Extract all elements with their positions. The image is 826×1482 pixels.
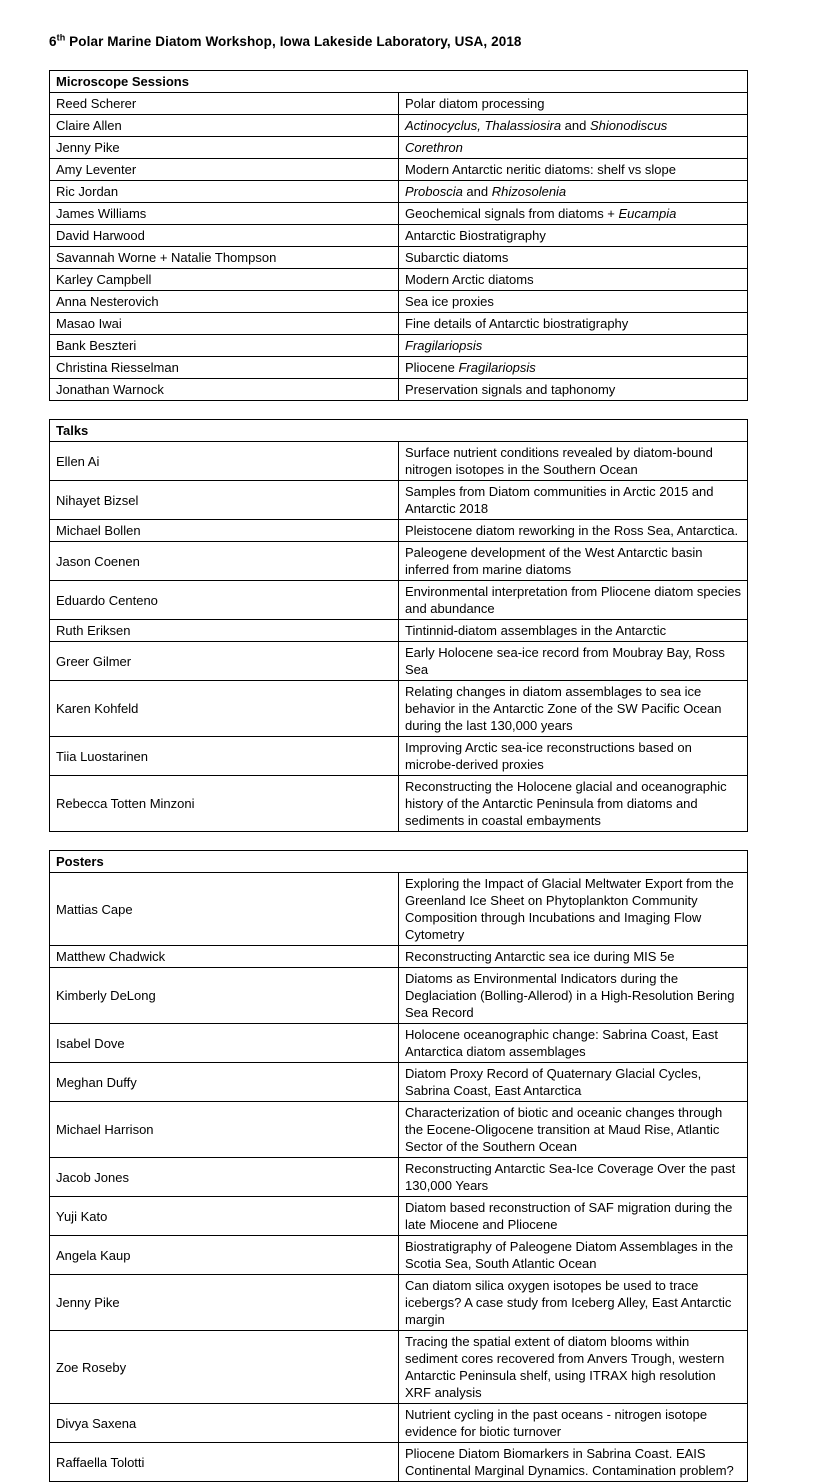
text-segment: Diatoms as Environmental Indicators during the Deglaciation (Bolling-Allerod) in a High-Resolution Bering Sea Record — [405, 971, 735, 1020]
presenter-name-cell: Meghan Duffy — [50, 1063, 399, 1102]
table-row — [50, 1404, 748, 1443]
text-segment: Modern Antarctic neritic diatoms: shelf vs slope — [405, 162, 676, 177]
presenter-name-cell: Reed Scherer — [50, 93, 399, 115]
presenter-name-cell: Ellen Ai — [50, 442, 399, 481]
section-table-microscope-sessions — [49, 70, 748, 401]
table-row — [50, 873, 748, 946]
table-row — [50, 1197, 748, 1236]
presenter-name-cell: Isabel Dove — [50, 1024, 399, 1063]
topic-cell — [399, 681, 748, 737]
text-segment: Environmental interpretation from Pliocene diatom species and abundance — [405, 584, 742, 616]
table-row — [50, 137, 748, 159]
text-segment: Pliocene Diatom Biomarkers in Sabrina Coast. EAIS Continental Marginal Dynamics. Contamination problem? — [405, 1446, 734, 1478]
text-segment: Samples from Diatom communities in Arctic 2015 and Antarctic 2018 — [405, 484, 714, 516]
topic-cell — [399, 1443, 748, 1482]
table-row — [50, 225, 748, 247]
presenter-name-cell: Karley Campbell — [50, 269, 399, 291]
presenter-name-cell: Savannah Worne + Natalie Thompson — [50, 247, 399, 269]
presenter-name-cell: Raffaella Tolotti — [50, 1443, 399, 1482]
text-segment: Subarctic diatoms — [405, 250, 509, 265]
topic-cell — [399, 1024, 748, 1063]
table-header-cell: Microscope Sessions — [50, 71, 748, 93]
text-segment: Antarctic Biostratigraphy — [405, 228, 546, 243]
table-row — [50, 1275, 748, 1331]
table-row — [50, 1063, 748, 1102]
topic-cell — [399, 520, 748, 542]
topic-cell — [399, 137, 748, 159]
text-segment: Sea ice proxies — [405, 294, 494, 309]
topic-cell — [399, 776, 748, 832]
table-row — [50, 481, 748, 520]
topic-cell — [399, 1236, 748, 1275]
topic-cell — [399, 379, 748, 401]
topic-cell — [399, 247, 748, 269]
page-title — [49, 34, 748, 49]
topic-cell — [399, 542, 748, 581]
table-row — [50, 313, 748, 335]
title-ordinal-suffix: th — [56, 32, 66, 43]
table-header-row — [50, 420, 748, 442]
table-row — [50, 681, 748, 737]
topic-cell — [399, 1331, 748, 1404]
table-row — [50, 520, 748, 542]
text-segment: Diatom Proxy Record of Quaternary Glacial Cycles, Sabrina Coast, East Antarctica — [405, 1066, 702, 1098]
text-segment: Modern Arctic diatoms — [405, 272, 534, 287]
table-row — [50, 968, 748, 1024]
table-row — [50, 291, 748, 313]
presenter-name-cell: Kimberly DeLong — [50, 968, 399, 1024]
presenter-name-cell: Nihayet Bizsel — [50, 481, 399, 520]
presenter-name-cell: Matthew Chadwick — [50, 946, 399, 968]
presenter-name-cell: Rebecca Totten Minzoni — [50, 776, 399, 832]
presenter-name-cell: Michael Bollen — [50, 520, 399, 542]
topic-cell — [399, 181, 748, 203]
presenter-name-cell: Jonathan Warnock — [50, 379, 399, 401]
table-row — [50, 159, 748, 181]
topic-cell — [399, 737, 748, 776]
table-row — [50, 203, 748, 225]
taxon-name-italic-segment: Fragilariopsis — [405, 338, 483, 353]
table-row — [50, 642, 748, 681]
topic-cell — [399, 313, 748, 335]
table-header-cell: Posters — [50, 851, 748, 873]
topic-cell — [399, 442, 748, 481]
text-segment: Improving Arctic sea-ice reconstructions based on microbe-derived proxies — [405, 740, 692, 772]
topic-cell — [399, 873, 748, 946]
topic-cell — [399, 225, 748, 247]
presenter-name-cell: Zoe Roseby — [50, 1331, 399, 1404]
presenter-name-cell: Jason Coenen — [50, 542, 399, 581]
topic-cell — [399, 1404, 748, 1443]
topic-cell — [399, 291, 748, 313]
text-segment: Surface nutrient conditions revealed by diatom-bound nitrogen isotopes in the Southern Ocean — [405, 445, 713, 477]
table-row — [50, 1236, 748, 1275]
table-row — [50, 776, 748, 832]
topic-cell — [399, 946, 748, 968]
table-header-row — [50, 71, 748, 93]
text-segment: Preservation signals and taphonomy — [405, 382, 616, 397]
table-row — [50, 357, 748, 379]
text-segment: Exploring the Impact of Glacial Meltwater Export from the Greenland Ice Sheet on Phytoplankton Community Composition through Incubations and Imaging Flow Cytometry — [405, 876, 734, 942]
table-row — [50, 269, 748, 291]
text-segment: Tracing the spatial extent of diatom blooms within sediment cores recovered from Anvers Trough, western Antarctic Peninsula shelf, using ITRAX high resolution XRF analysis — [405, 1334, 725, 1400]
presenter-name-cell: Jenny Pike — [50, 1275, 399, 1331]
table-row — [50, 620, 748, 642]
text-segment: Biostratigraphy of Paleogene Diatom Assemblages in the Scotia Sea, South Atlantic Ocean — [405, 1239, 734, 1271]
table-row — [50, 737, 748, 776]
presenter-name-cell: Jacob Jones — [50, 1158, 399, 1197]
table-row — [50, 1158, 748, 1197]
text-segment: Paleogene development of the West Antarctic basin inferred from marine diatoms — [405, 545, 703, 577]
presenter-name-cell: Christina Riesselman — [50, 357, 399, 379]
topic-cell — [399, 159, 748, 181]
topic-cell — [399, 1275, 748, 1331]
topic-cell — [399, 642, 748, 681]
table-row — [50, 1024, 748, 1063]
table-row — [50, 1331, 748, 1404]
topic-cell — [399, 93, 748, 115]
topic-cell — [399, 481, 748, 520]
presenter-name-cell: Ric Jordan — [50, 181, 399, 203]
presenter-name-cell: Karen Kohfeld — [50, 681, 399, 737]
section-table-posters — [49, 850, 748, 1482]
presenter-name-cell: Jenny Pike — [50, 137, 399, 159]
text-segment: and — [561, 118, 590, 133]
table-row — [50, 379, 748, 401]
text-segment: Pleistocene diatom reworking in the Ross Sea, Antarctica. — [405, 523, 739, 538]
topic-cell — [399, 335, 748, 357]
presenter-name-cell: Yuji Kato — [50, 1197, 399, 1236]
taxon-name-italic-segment: Actinocyclus, Thalassiosira — [405, 118, 562, 133]
topic-cell — [399, 269, 748, 291]
presenter-name-cell: Bank Beszteri — [50, 335, 399, 357]
section-table-talks — [49, 419, 748, 832]
table-row — [50, 581, 748, 620]
text-segment: Reconstructing Antarctic Sea-Ice Coverage Over the past 130,000 Years — [405, 1161, 736, 1193]
table-row — [50, 247, 748, 269]
taxon-name-italic-segment: Rhizosolenia — [491, 184, 567, 199]
text-segment: and — [462, 184, 492, 199]
text-segment: Can diatom silica oxygen isotopes be used to trace icebergs? A case study from Iceberg Alley, East Antarctic margin — [405, 1278, 732, 1327]
presenter-name-cell: Tiia Luostarinen — [50, 737, 399, 776]
text-segment: Holocene oceanographic change: Sabrina Coast, East Antarctica diatom assemblages — [405, 1027, 718, 1059]
taxon-name-italic-segment: Shionodiscus — [589, 118, 668, 133]
table-row — [50, 335, 748, 357]
title-rest: Polar Marine Diatom Workshop, Iowa Lakeside Laboratory, USA, 2018 — [65, 34, 522, 49]
text-segment: Reconstructing Antarctic sea ice during MIS 5e — [405, 949, 675, 964]
topic-cell — [399, 968, 748, 1024]
text-segment: Reconstructing the Holocene glacial and oceanographic history of the Antarctic Peninsula from diatoms and sediments in coastal embayments — [405, 779, 727, 828]
topic-cell — [399, 1197, 748, 1236]
text-segment: Relating changes in diatom assemblages to sea ice behavior in the Antarctic Zone of the SW Pacific Ocean during the last 130,000 years — [405, 684, 722, 733]
tables-container — [49, 70, 748, 1482]
table-row — [50, 442, 748, 481]
presenter-name-cell: Divya Saxena — [50, 1404, 399, 1443]
table-row — [50, 542, 748, 581]
table-row — [50, 946, 748, 968]
taxon-name-italic-segment: Eucampia — [618, 206, 677, 221]
presenter-name-cell: Eduardo Centeno — [50, 581, 399, 620]
topic-cell — [399, 1158, 748, 1197]
presenter-name-cell: Angela Kaup — [50, 1236, 399, 1275]
presenter-name-cell: Ruth Eriksen — [50, 620, 399, 642]
title-prefix: 6 — [49, 34, 57, 49]
presenter-name-cell: Mattias Cape — [50, 873, 399, 946]
table-row — [50, 1102, 748, 1158]
table-row — [50, 93, 748, 115]
table-header-cell: Talks — [50, 420, 748, 442]
presenter-name-cell: Greer Gilmer — [50, 642, 399, 681]
table-header-row — [50, 851, 748, 873]
presenter-name-cell: Amy Leventer — [50, 159, 399, 181]
presenter-name-cell: James Williams — [50, 203, 399, 225]
text-segment: Geochemical signals from diatoms + — [405, 206, 619, 221]
text-segment: Early Holocene sea-ice record from Moubray Bay, Ross Sea — [405, 645, 725, 677]
presenter-name-cell: Michael Harrison — [50, 1102, 399, 1158]
table-row — [50, 181, 748, 203]
presenter-name-cell: David Harwood — [50, 225, 399, 247]
table-row — [50, 1443, 748, 1482]
topic-cell — [399, 203, 748, 225]
presenter-name-cell: Claire Allen — [50, 115, 399, 137]
text-segment: Polar diatom processing — [405, 96, 545, 111]
text-segment: Pliocene — [405, 360, 459, 375]
topic-cell — [399, 115, 748, 137]
text-segment: Diatom based reconstruction of SAF migration during the late Miocene and Pliocene — [405, 1200, 733, 1232]
topic-cell — [399, 620, 748, 642]
taxon-name-italic-segment: Corethron — [405, 140, 463, 155]
taxon-name-italic-segment: Proboscia — [405, 184, 463, 199]
topic-cell — [399, 357, 748, 379]
presenter-name-cell: Anna Nesterovich — [50, 291, 399, 313]
taxon-name-italic-segment: Fragilariopsis — [458, 360, 536, 375]
text-segment: Fine details of Antarctic biostratigraphy — [405, 316, 629, 331]
presenter-name-cell: Masao Iwai — [50, 313, 399, 335]
text-segment: Characterization of biotic and oceanic changes through the Eocene-Oligocene transition at Maud Rise, Atlantic Sector of the Southern Ocean — [405, 1105, 723, 1154]
topic-cell — [399, 1102, 748, 1158]
topic-cell — [399, 1063, 748, 1102]
table-row — [50, 115, 748, 137]
topic-cell — [399, 581, 748, 620]
text-segment: Nutrient cycling in the past oceans - nitrogen isotope evidence for biotic turnover — [405, 1407, 708, 1439]
text-segment: Tintinnid-diatom assemblages in the Antarctic — [405, 623, 667, 638]
